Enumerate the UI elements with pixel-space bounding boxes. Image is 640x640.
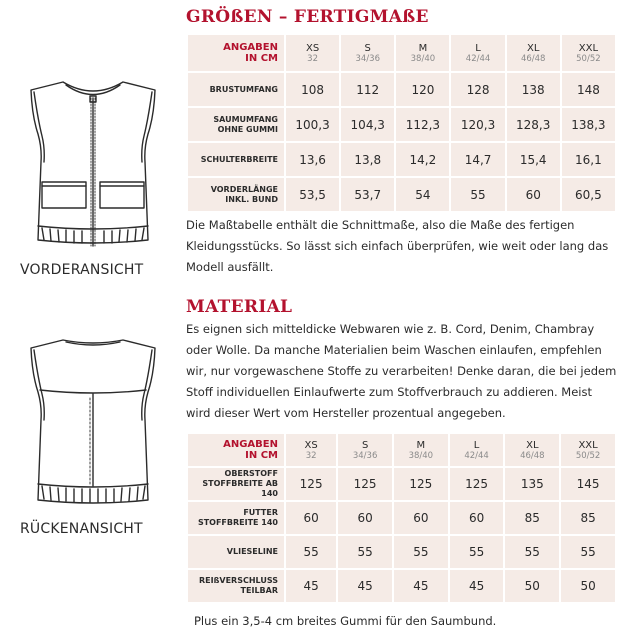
value-cell: 45 [338, 570, 392, 602]
size-number: 46/48 [520, 450, 545, 461]
value-cell: 50 [561, 570, 615, 602]
table-row [188, 502, 615, 534]
value-cell: 60 [507, 178, 560, 211]
material-heading: MATERIAL [186, 297, 293, 317]
value-cell: 138 [507, 73, 560, 106]
value-cell: 55 [286, 536, 336, 568]
value-cell: 112 [341, 73, 394, 106]
value-cell: 55 [561, 536, 615, 568]
size-header-cell [561, 434, 615, 466]
row-label-line: VORDERLÄNGE [210, 184, 278, 194]
size-number: 38/40 [410, 53, 436, 64]
value-cell: 45 [394, 570, 448, 602]
size-name: S [364, 42, 371, 54]
value-cell: 15,4 [507, 143, 560, 176]
row-label [188, 178, 284, 211]
size-name: M [418, 42, 428, 54]
material-table [186, 432, 617, 604]
size-number: 46/48 [520, 53, 546, 64]
material-footnote: Plus ein 3,5-4 cm breites Gummi für den Saumbund. [194, 614, 497, 628]
table-row [188, 570, 615, 602]
table-header-row [188, 35, 615, 71]
size-header-cell [286, 35, 339, 71]
value-cell: 100,3 [286, 108, 339, 141]
vest-front-illustration [18, 76, 168, 256]
value-cell: 54 [396, 178, 449, 211]
table-row [188, 178, 615, 211]
header-label-line: ANGABEN [223, 439, 278, 450]
value-cell: 55 [505, 536, 559, 568]
size-name: XS [304, 439, 318, 451]
row-label [188, 570, 284, 602]
row-label [188, 502, 284, 534]
value-cell: 53,7 [341, 178, 394, 211]
row-label [188, 143, 284, 176]
value-cell: 125 [450, 468, 504, 500]
value-cell: 14,7 [451, 143, 504, 176]
value-cell: 125 [394, 468, 448, 500]
value-cell: 128,3 [507, 108, 560, 141]
size-header-cell [507, 35, 560, 71]
row-label-line: OBERSTOFF [224, 469, 278, 478]
row-label [188, 468, 284, 500]
table-row [188, 143, 615, 176]
size-name: XXL [578, 42, 599, 54]
size-name: M [416, 439, 426, 451]
value-cell: 85 [561, 502, 615, 534]
header-label-cell [188, 35, 284, 71]
size-name: L [475, 42, 481, 54]
value-cell: 108 [286, 73, 339, 106]
size-header-cell [451, 35, 504, 71]
value-cell: 145 [561, 468, 615, 500]
row-label-line: VLIESELINE [226, 547, 278, 556]
row-label-line: FUTTER [243, 508, 278, 517]
row-label-line: TEILBAR [240, 586, 278, 595]
size-name: XL [526, 42, 540, 54]
value-cell: 138,3 [562, 108, 615, 141]
size-name: XS [305, 42, 320, 54]
material-description: Es eignen sich mitteldicke Webwaren wie z. B. Cord, Denim, Chambray oder Wolle. Da manche Materialien beim Waschen einlaufen, empfehlen wir, nur vorgewaschene Stoffe zu verarbeiten! Denke daran, die bei jedem Stoff individuellen Einlaufwerte zum Stoffverbrauch zu addieren. Meist wird dieser Wert vom Hersteller prozentual angegeben. [186, 322, 617, 420]
value-cell: 120 [396, 73, 449, 106]
table-row [188, 73, 615, 106]
size-number: 34/36 [352, 450, 378, 461]
size-number: 42/44 [464, 450, 489, 461]
size-number: 42/44 [465, 53, 491, 64]
value-cell: 45 [450, 570, 504, 602]
table-header-row [188, 434, 615, 466]
value-cell: 112,3 [396, 108, 449, 141]
size-name: L [473, 439, 480, 451]
size-header-cell [394, 434, 448, 466]
size-header-cell [505, 434, 559, 466]
value-cell: 104,3 [341, 108, 394, 141]
row-label-line: SCHULTERBREITE [200, 154, 278, 164]
value-cell: 120,3 [451, 108, 504, 141]
table-row [188, 108, 615, 141]
value-cell: 148 [562, 73, 615, 106]
size-number: 50/52 [575, 450, 601, 461]
value-cell: 60 [450, 502, 504, 534]
value-cell: 55 [394, 536, 448, 568]
row-label-line: REIßVERSCHLUSS [199, 576, 278, 585]
value-cell: 125 [338, 468, 392, 500]
row-label-line: OHNE GUMMI [217, 124, 278, 134]
value-cell: 125 [286, 468, 336, 500]
sizes-heading: GRÖßEN – FERTIGMAßE [186, 7, 429, 27]
size-number: 38/40 [408, 450, 434, 461]
row-label [188, 73, 284, 106]
value-cell: 50 [505, 570, 559, 602]
value-cell: 85 [505, 502, 559, 534]
size-header-cell [450, 434, 504, 466]
value-cell: 135 [505, 468, 559, 500]
value-cell: 128 [451, 73, 504, 106]
size-header-cell [338, 434, 392, 466]
table-row [188, 536, 615, 568]
value-cell: 60 [286, 502, 336, 534]
value-cell: 14,2 [396, 143, 449, 176]
header-label-line: IN CM [245, 450, 278, 461]
row-label [188, 536, 284, 568]
row-label-line: INKL. BUND [225, 194, 278, 204]
size-number: 32 [307, 53, 318, 64]
sizes-table [186, 33, 617, 213]
value-cell: 45 [286, 570, 336, 602]
size-header-cell [396, 35, 449, 71]
table-row [188, 468, 615, 500]
row-label [188, 108, 284, 141]
row-label-line: BRUSTUMFANG [209, 84, 278, 94]
value-cell: 60 [394, 502, 448, 534]
size-header-cell [562, 35, 615, 71]
back-view-caption: RÜCKENANSICHT [20, 521, 143, 537]
value-cell: 53,5 [286, 178, 339, 211]
value-cell: 16,1 [562, 143, 615, 176]
row-label-line: SAUMUMFANG [213, 114, 278, 124]
size-header-cell [341, 35, 394, 71]
vest-back-illustration [18, 334, 168, 514]
value-cell: 55 [451, 178, 504, 211]
size-name: XL [526, 439, 539, 451]
header-label-cell [188, 434, 284, 466]
size-number: 32 [305, 450, 317, 461]
value-cell: 13,6 [286, 143, 339, 176]
front-view-caption: VORDERANSICHT [20, 262, 144, 278]
sizes-description: Die Maßtabelle enthält die Schnittmaße, also die Maße des fertigen Kleidungsstücks. So lässt sich einfach überprüfen, wie weit oder lang das Modell ausfällt. [186, 218, 609, 274]
row-label-line: STOFFBREITE AB 140 [202, 479, 278, 498]
header-label-line: IN CM [245, 53, 278, 64]
size-number: 34/36 [355, 53, 380, 64]
row-label-line: STOFFBREITE 140 [197, 518, 278, 527]
value-cell: 60 [338, 502, 392, 534]
size-number: 50/52 [576, 53, 601, 64]
value-cell: 60,5 [562, 178, 615, 211]
value-cell: 55 [450, 536, 504, 568]
header-label-line: ANGABEN [223, 42, 278, 53]
size-name: XXL [578, 439, 598, 451]
size-name: S [361, 439, 369, 451]
value-cell: 55 [338, 536, 392, 568]
size-header-cell [286, 434, 336, 466]
value-cell: 13,8 [341, 143, 394, 176]
